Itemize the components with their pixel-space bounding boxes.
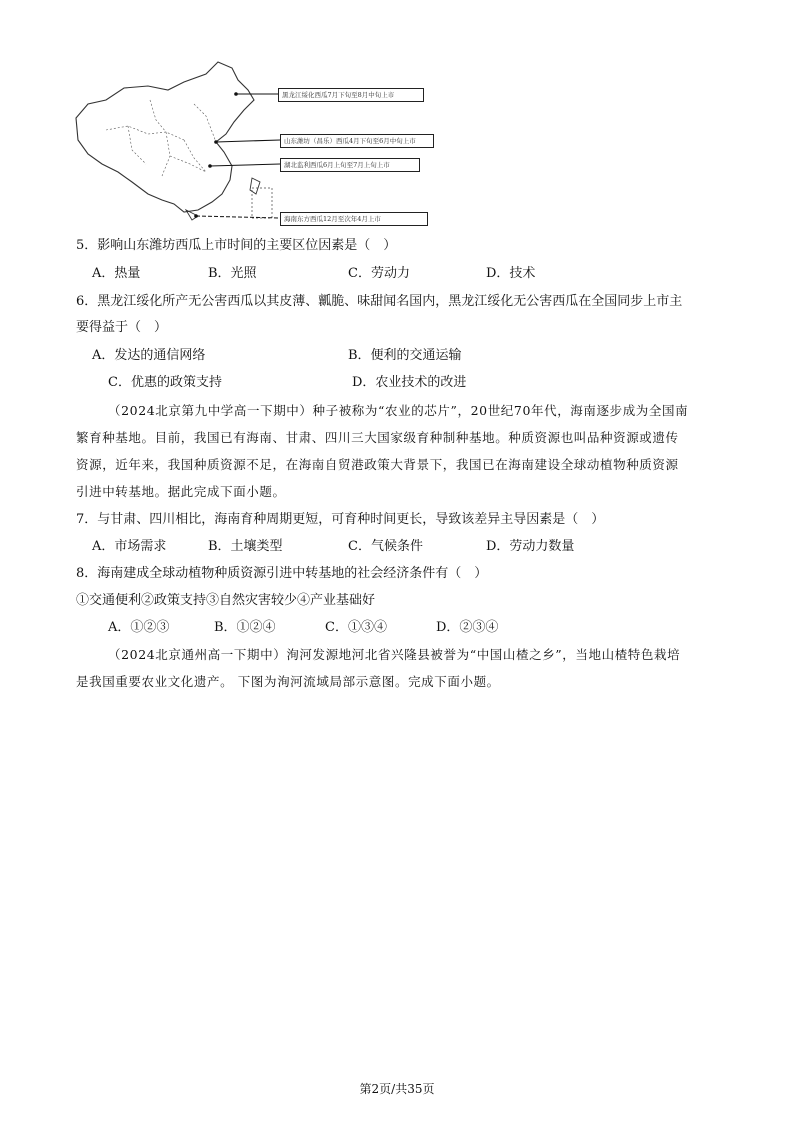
question-6-option-b: B．便利的交通运输 [348,348,462,363]
question-5-option-a: A．热量 [92,266,141,281]
map-label-hubei: 湖北监利西瓜6月上旬至7月上旬上市 [280,158,420,172]
question-7-option-b: B．土壤类型 [208,539,283,554]
question-7-stem: 7．与甘肃、四川相比，海南育种周期更短，可育种时间更长，导致该差异主导因素是（ ） [76,512,605,527]
passage-1-line3: 资源，近年来，我国种质资源不足，在海南自贸港政策大背景下，我国已在海南建设全球动植物种质资源 [76,457,679,472]
question-8-option-c: C．①③④ [325,620,387,635]
question-8-option-b: B．①②④ [214,620,276,635]
question-6-stem-line2: 要得益于（ ） [76,320,168,335]
question-8-option-d: D．②③④ [436,620,499,635]
question-8-option-a: A．①②③ [108,620,170,635]
question-5-option-b: B．光照 [208,266,257,281]
passage-1-line2: 繁育种基地。目前，我国已有海南、甘肃、四川三大国家级育种制种基地。种质资源也叫品种资源或遗传 [76,430,679,445]
question-8-stem: 8．海南建成全球动植物种质资源引进中转基地的社会经济条件有（ ） [76,566,488,581]
question-5-stem: 5．影响山东潍坊西瓜上市时间的主要区位因素是（ ） [76,238,397,253]
question-6-stem-line1: 6．黑龙江绥化所产无公害西瓜以其皮薄、瓤脆、味甜闻名国内，黑龙江绥化无公害西瓜在全国同步上市主 [76,294,683,309]
question-7-option-c: C．气候条件 [348,539,423,554]
page-number-footer: 第2页/共35页 [359,1082,435,1096]
question-7-option-d: D．劳动力数量 [486,539,575,554]
question-5-option-d: D．技术 [486,266,536,281]
question-7-option-a: A．市场需求 [92,539,167,554]
map-label-shandong: 山东潍坊（昌乐）西瓜4月下旬至6月中旬上市 [280,134,434,148]
question-5-option-c: C．劳动力 [348,266,410,281]
passage-1-line4: 引进中转基地。据此完成下面小题。 [76,484,286,499]
map-label-heilongjiang: 黑龙江绥化西瓜7月下旬至8月中旬上市 [278,88,424,102]
question-6-option-c: C．优惠的政策支持 [108,375,222,390]
passage-1-line1: （2024北京第九中学高一下期中）种子被称为“农业的芯片”，20世纪70年代，海南逐步成为全国南 [108,403,689,418]
question-6-option-d: D．农业技术的改进 [352,375,467,390]
map-label-hainan: 海南东方西瓜12月至次年4月上市 [280,212,428,226]
passage-2-line2: 是我国重要农业文化遗产。 下图为洵河流域局部示意图。完成下面小题。 [76,674,500,689]
question-8-conditions: ①交通便利②政策支持③自然灾害较少④产业基础好 [76,593,376,608]
question-6-option-a: A．发达的通信网络 [92,348,206,363]
passage-2-line1: （2024北京通州高一下期中）洵河发源地河北省兴隆县被誉为“中国山楂之乡”，当地山楂特色栽培 [108,647,681,662]
china-map-figure [66,60,426,228]
